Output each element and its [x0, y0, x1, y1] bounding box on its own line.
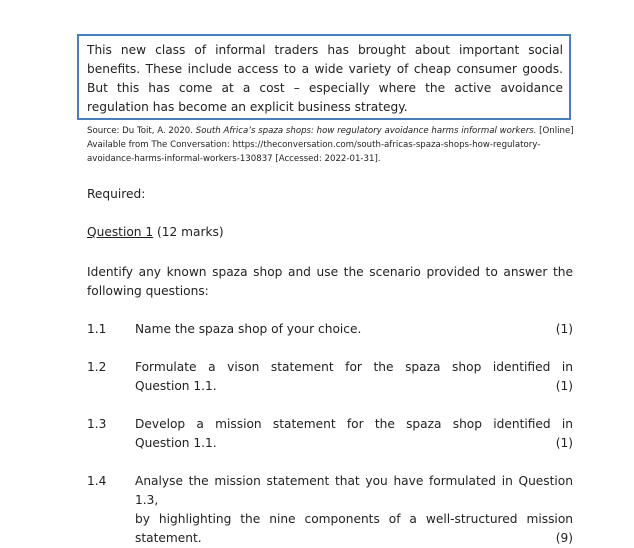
item-number: 1.1 [87, 322, 107, 336]
source-title: South Africa’s spaza shops: how regulatory avoidance harms informal workers. [195, 126, 537, 136]
item-text: Question 1.1. [135, 436, 217, 450]
item-mark: (1) [555, 379, 573, 393]
item-text-line: Develop a mission statement for the spaza shop identified in [135, 417, 573, 431]
question-label: Question 1 [87, 225, 154, 239]
item-number: 1.2 [87, 360, 107, 374]
item-number: 1.4 [87, 474, 107, 488]
question-intro: Identify any known spaza shop and use the scenario provided to answer the following questions: [87, 265, 573, 298]
source-prefix: Source: Du Toit, A. 2020. [87, 126, 196, 136]
quote-box [77, 34, 571, 120]
source-rest: [Online] Available from The Conversation: https://theconversation.com/south-africas-spaza-shops-how-regulatory-avoidance-harms-informal-workers-130837 [Accessed: 2022-01-31]. [87, 126, 574, 164]
item-text-line: Formulate a vison statement for the spaza shop identified in [135, 360, 573, 374]
source-citation [87, 124, 577, 166]
item-text: statement. [135, 531, 202, 545]
item-mark: (1) [555, 436, 573, 450]
quote-text: This new class of informal traders has brought about important social benefits. These include access to a wide variety of cheap consumer goods. But this has come at a cost – especially where the active avoidance regulation has become an explicit business strategy. [87, 43, 563, 114]
question-marks: (12 marks) [153, 225, 224, 239]
item-mark: (1) [555, 322, 573, 336]
item-text: Question 1.1. [135, 379, 217, 393]
item-number: 1.3 [87, 417, 107, 431]
item-mark: (9) [555, 531, 573, 545]
required-label: Required: [87, 187, 146, 201]
item-text: Name the spaza shop of your choice. [135, 322, 362, 336]
item-text-line: Analyse the mission statement that you have formulated in Question 1.3, [135, 474, 573, 507]
item-text-line: by highlighting the nine components of a well-structured mission [135, 512, 573, 526]
question-heading [87, 225, 224, 239]
